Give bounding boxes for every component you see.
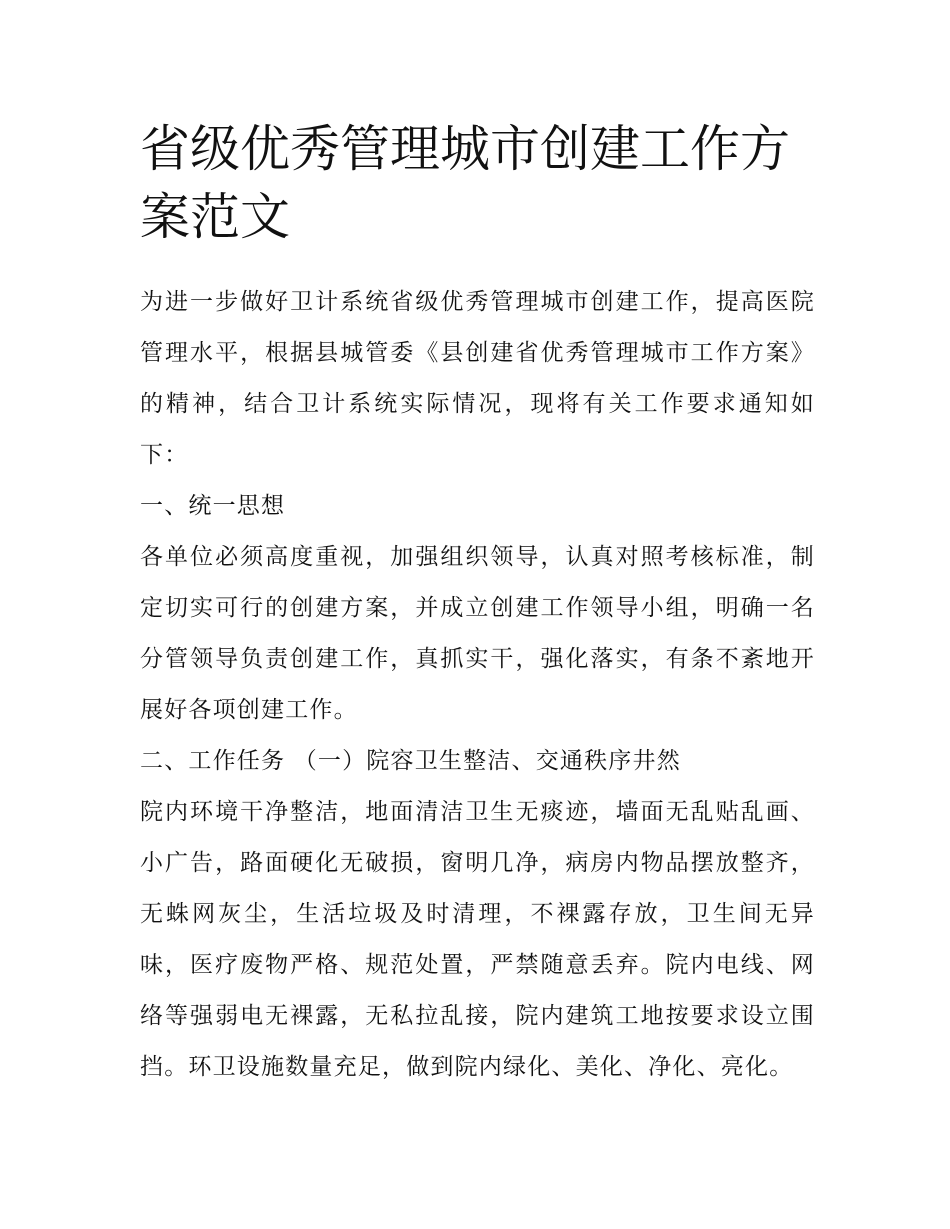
document-title: 省级优秀管理城市创建工作方案范文	[140, 120, 790, 246]
section-1-body: 各单位必须高度重视，加强组织领导，认真对照考核标准，制定切实可行的创建方案，并成立创建工作领导小组，明确一名分管领导负责创建工作，真抓实干，强化落实，有条不紊地开展好各项创建工作。	[140, 544, 815, 723]
section-2-heading: 二、工作任务 （一）院容卫生整洁、交通秩序井然	[140, 748, 681, 774]
document-content	[140, 115, 815, 1093]
section-1-heading: 一、统一思想	[140, 493, 286, 519]
intro-paragraph: 为进一步做好卫计系统省级优秀管理城市创建工作，提高医院管理水平，根据县城管委《县创建省优秀管理城市工作方案》的精神，结合卫计系统实际情况，现将有关工作要求通知如下：	[140, 289, 815, 468]
section-2-body: 院内环境干净整洁，地面清洁卫生无痰迹，墙面无乱贴乱画、小广告，路面硬化无破损，窗明几净，病房内物品摆放整齐，无蛛网灰尘，生活垃圾及时清理，不裸露存放，卫生间无异味，医疗废物严格、规范处置，严禁随意丢弃。院内电线、网络等强弱电无裸露，无私拉乱接，院内建筑工地按要求设立围挡。环卫设施数量充足，做到院内绿化、美化、净化、亮化。	[140, 799, 815, 1080]
